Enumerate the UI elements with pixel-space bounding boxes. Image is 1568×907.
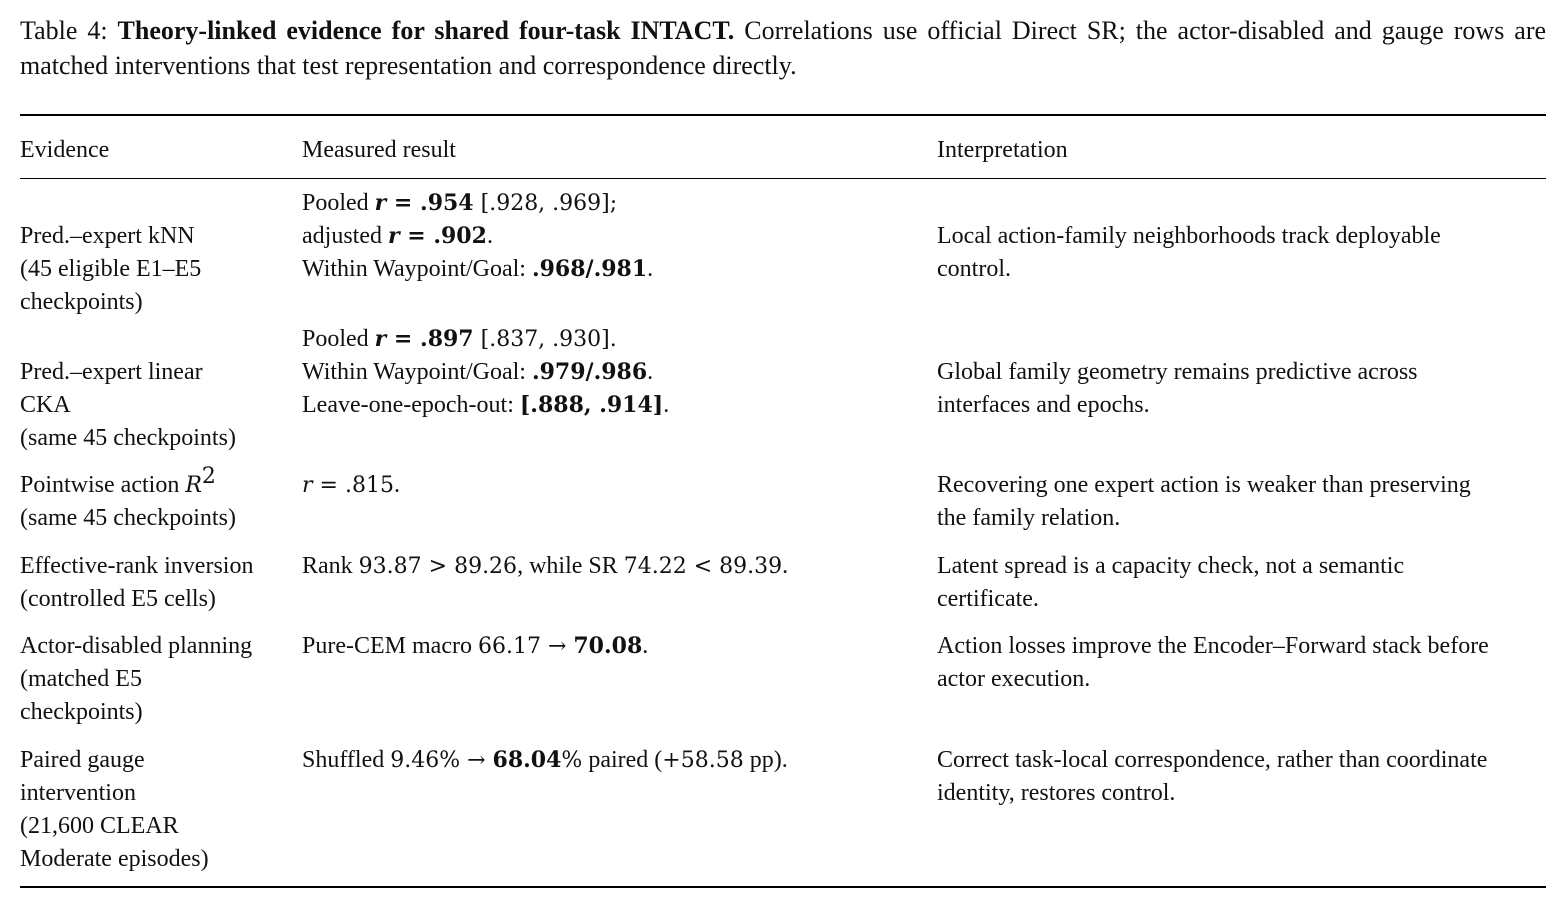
table-row-2-result: [302, 323, 669, 422]
evidence-line: (matched E5: [20, 666, 142, 692]
interpretation-line: certificate.: [937, 586, 1039, 612]
evidence-line: Pred.–expert kNN: [20, 223, 195, 249]
table-row-6-evidence: [20, 744, 209, 876]
interpretation-line: actor execution.: [937, 666, 1091, 692]
table-row-1-evidence: [20, 220, 201, 319]
interpretation-line: identity, restores control.: [937, 780, 1176, 806]
evidence-line: (21,600 CLEAR: [20, 813, 179, 839]
evidence-line: Moderate episodes): [20, 846, 209, 872]
table-row-3-result: [302, 469, 400, 502]
table-row-5-result: [302, 630, 648, 663]
table-caption: [20, 13, 1546, 83]
interpretation-line: Recovering one expert action is weaker than preserving: [937, 472, 1471, 498]
evidence-line: Actor-disabled planning: [20, 633, 253, 659]
table-row-3-evidence: [20, 464, 236, 535]
evidence-line: CKA: [20, 392, 71, 418]
result-line: Pooled r = .954 [.928, .969];: [302, 190, 618, 216]
interpretation-line: Local action-family neighborhoods track deployable: [937, 223, 1441, 249]
interpretation-line: control.: [937, 256, 1011, 282]
table-header-rule: [20, 178, 1546, 179]
table-row-6-interpretation: [937, 744, 1487, 810]
column-header-evidence: Evidence: [20, 137, 110, 163]
column-header-interpretation: Interpretation: [937, 137, 1068, 163]
result-line: r = .815.: [302, 472, 400, 498]
table-row-1-result: [302, 187, 653, 286]
caption-body: Correlations use official Direct SR; the actor-disabled and gauge rows are matched interventions that test representation and correspondence directly.: [20, 16, 1547, 80]
column-header-measured-result: Measured result: [302, 137, 456, 163]
interpretation-line: Action losses improve the Encoder–Forward stack before: [937, 633, 1489, 659]
evidence-line: Pointwise action $R^2$: [20, 464, 216, 498]
interpretation-line: Correct task-local correspondence, rather than coordinate: [937, 747, 1488, 773]
result-line: Rank 93.87 > 89.26, while SR 74.22 < 89.39.: [302, 553, 789, 579]
evidence-line: checkpoints): [20, 289, 143, 315]
result-line: Within Waypoint/Goal: .968/.981.: [302, 256, 654, 282]
table-row-3-interpretation: [937, 469, 1471, 535]
table-row-6-result: [302, 744, 788, 777]
evidence-line: (45 eligible E1–E5: [20, 256, 202, 282]
evidence-line: (same 45 checkpoints): [20, 425, 236, 451]
result-line: Pooled r = .897 [.837, .930].: [302, 326, 617, 352]
evidence-line: Paired gauge: [20, 747, 145, 773]
result-line: Within Waypoint/Goal: .979/.986.: [302, 359, 654, 385]
evidence-line: Pred.–expert linear: [20, 359, 203, 385]
evidence-line: checkpoints): [20, 699, 143, 725]
interpretation-line: interfaces and epochs.: [937, 392, 1150, 418]
evidence-line: (controlled E5 cells): [20, 586, 216, 612]
caption-title: Theory-linked evidence for shared four-task INTACT.: [117, 16, 735, 45]
table-row-2-evidence: [20, 356, 236, 455]
result-line: Shuffled 9.46% → 68.04% paired (+58.58 pp).: [302, 747, 788, 773]
table-row-2-interpretation: [937, 356, 1418, 422]
evidence-line: intervention: [20, 780, 136, 806]
result-line: adjusted r = .902.: [302, 223, 493, 249]
table-row-4-evidence: [20, 550, 253, 616]
result-line: Pure-CEM macro 66.17 → 70.08.: [302, 633, 649, 659]
interpretation-line: Global family geometry remains predictive across: [937, 359, 1418, 385]
interpretation-line: the family relation.: [937, 505, 1121, 531]
table-row-5-evidence: [20, 630, 252, 729]
table-row-4-result: [302, 550, 788, 583]
table-row-4-interpretation: [937, 550, 1404, 616]
result-line: Leave-one-epoch-out: [.888, .914].: [302, 392, 670, 418]
evidence-line: Effective-rank inversion: [20, 553, 254, 579]
table-bottom-rule: [20, 886, 1546, 888]
interpretation-line: Latent spread is a capacity check, not a semantic: [937, 553, 1405, 579]
table-row-5-interpretation: [937, 630, 1489, 696]
caption-label: Table 4:: [20, 16, 108, 45]
table-top-rule: [20, 114, 1546, 116]
evidence-line: (same 45 checkpoints): [20, 505, 236, 531]
table-row-1-interpretation: [937, 220, 1441, 286]
